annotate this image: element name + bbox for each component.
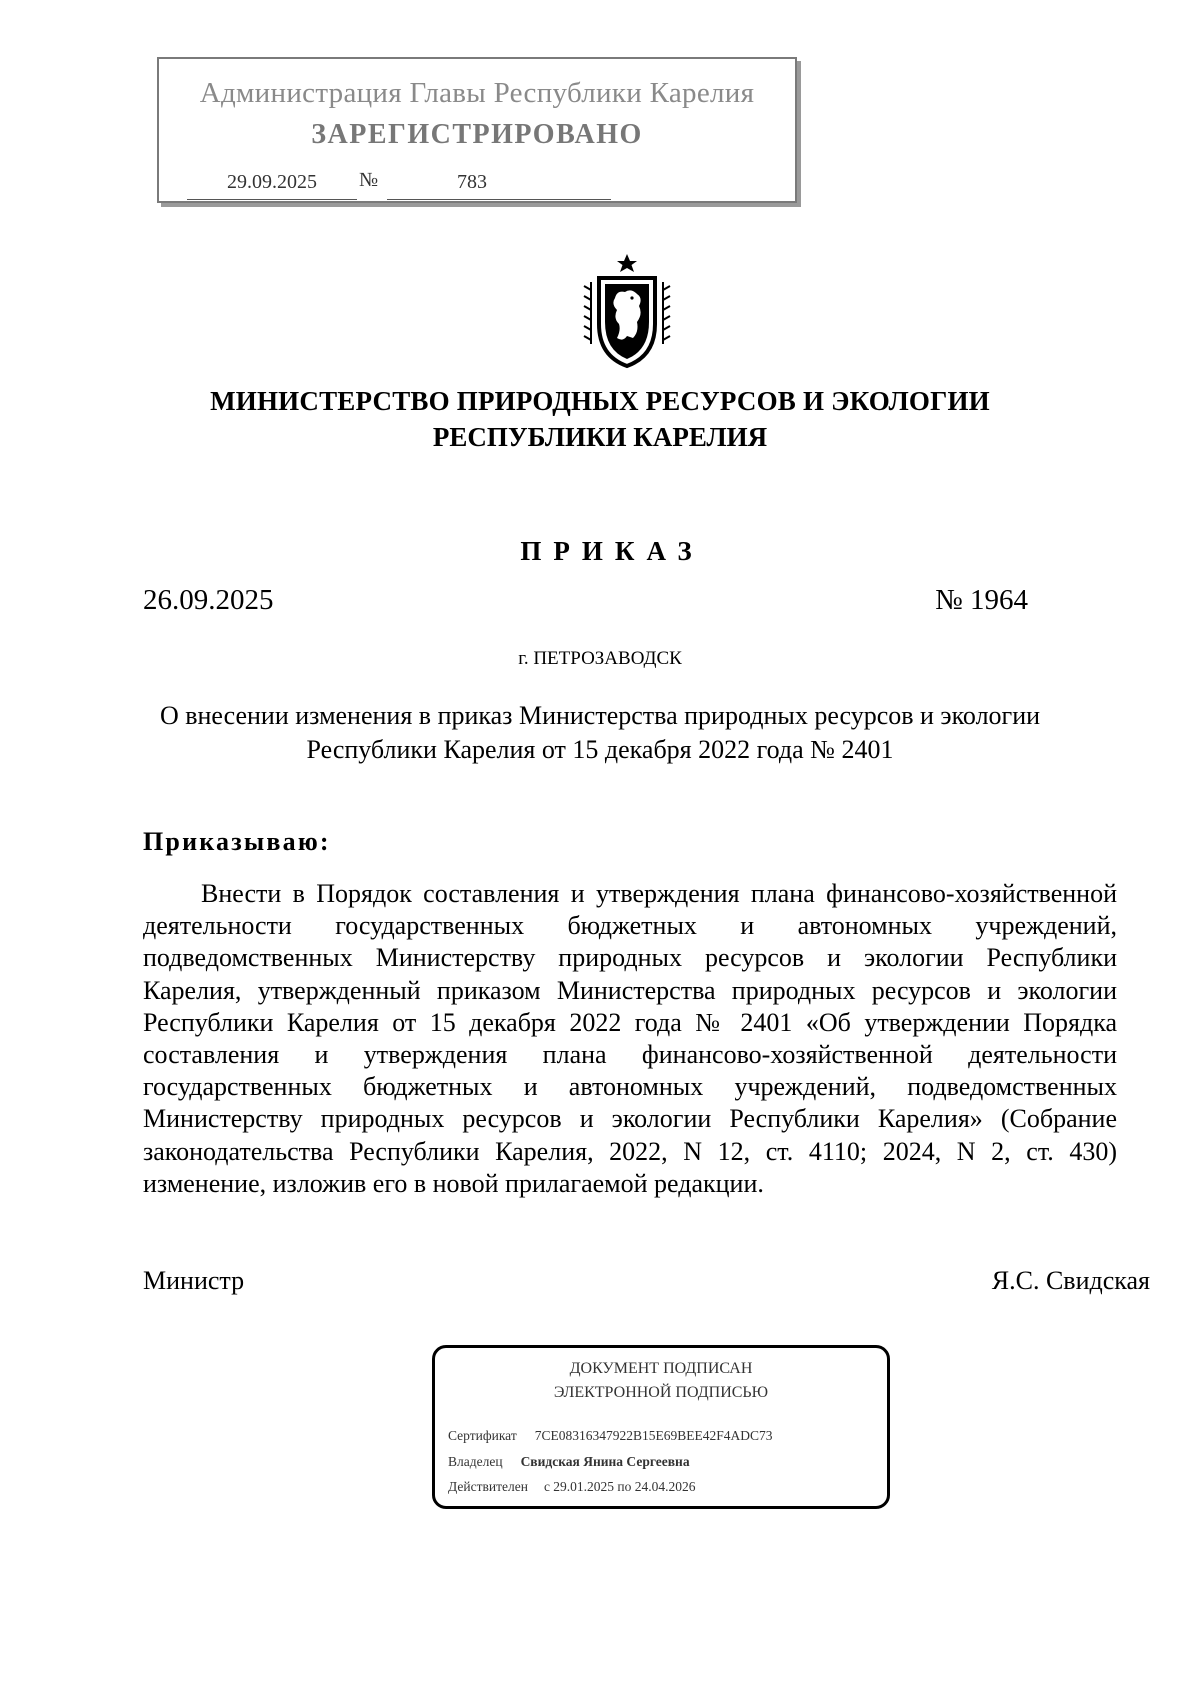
registration-organization: Администрация Главы Республики Карелия <box>199 77 755 109</box>
electronic-signature-stamp <box>432 1345 890 1509</box>
esig-certificate-label: Сертификат <box>448 1428 517 1443</box>
order-number: № 1964 <box>935 584 1028 616</box>
signer-name: Я.С. Свидская <box>991 1266 1150 1295</box>
order-paragraph: Внести в Порядок составления и утверждения плана финансово-хозяйственной деятельности государственных бюджетных и автономных учреждений, подведомственных Министерству природных ресурсов и экологии Республики Карелия, утвержденный приказом Министерства природных ресурсов и экологии Республики Карелия от 15 декабря 2022 года № 2401 «Об утверждении Порядка составления и утверждения плана финансово-хозяйственной деятельности государственных бюджетных и автономных учреждений, подведомственных Министерству природных ресурсов и экологии Республики Карелия» (Собрание законодательства Республики Карелия, 2022, N 12, ст. 4110; 2024, N 2, ст. 430) изменение, изложив его в новой прилагаемой редакции. <box>143 879 1117 1198</box>
registration-status: ЗАРЕГИСТРИРОВАНО <box>311 119 643 150</box>
city: г. ПЕТРОЗАВОДСК <box>518 648 682 669</box>
esig-owner-value: Свидская Янина Сергеевна <box>520 1454 690 1469</box>
registration-stamp <box>157 57 797 203</box>
esig-title-line-1: ДОКУМЕНТ ПОДПИСАН <box>569 1360 753 1377</box>
esig-owner-label: Владелец <box>448 1454 503 1469</box>
esig-validity-value: с 29.01.2025 по 24.04.2026 <box>543 1479 696 1494</box>
registration-number-label: № <box>359 169 379 191</box>
esig-certificate-value: 7CE08316347922B15E69BEE42F4ADC73 <box>534 1428 773 1443</box>
registration-date: 29.09.2025 <box>227 171 317 193</box>
order-date: 26.09.2025 <box>143 584 274 616</box>
ministry-name-line-1: МИНИСТЕРСТВО ПРИРОДНЫХ РЕСУРСОВ И ЭКОЛОГИИ <box>210 386 990 416</box>
order-body <box>143 878 1117 1200</box>
subject-line-1: О внесении изменения в приказ Министерства природных ресурсов и экологии <box>159 701 1041 730</box>
order-directive-word: Приказываю: <box>143 827 331 856</box>
signer-position: Министр <box>143 1266 245 1295</box>
esig-certificate-row <box>448 1428 773 1444</box>
esig-validity-label: Действителен <box>448 1479 528 1494</box>
ministry-name-line-2: РЕСПУБЛИКИ КАРЕЛИЯ <box>432 422 768 452</box>
esig-validity-row <box>448 1479 696 1495</box>
registration-number: 783 <box>457 171 487 193</box>
esig-owner-row <box>448 1454 690 1470</box>
coat-of-arms-icon <box>577 252 677 372</box>
subject-line-2: Республики Карелия от 15 декабря 2022 года № 2401 <box>306 735 894 764</box>
document-type-title: ПРИКАЗ <box>520 536 704 566</box>
esig-title-line-2: ЭЛЕКТРОННОЙ ПОДПИСЬЮ <box>553 1384 769 1401</box>
